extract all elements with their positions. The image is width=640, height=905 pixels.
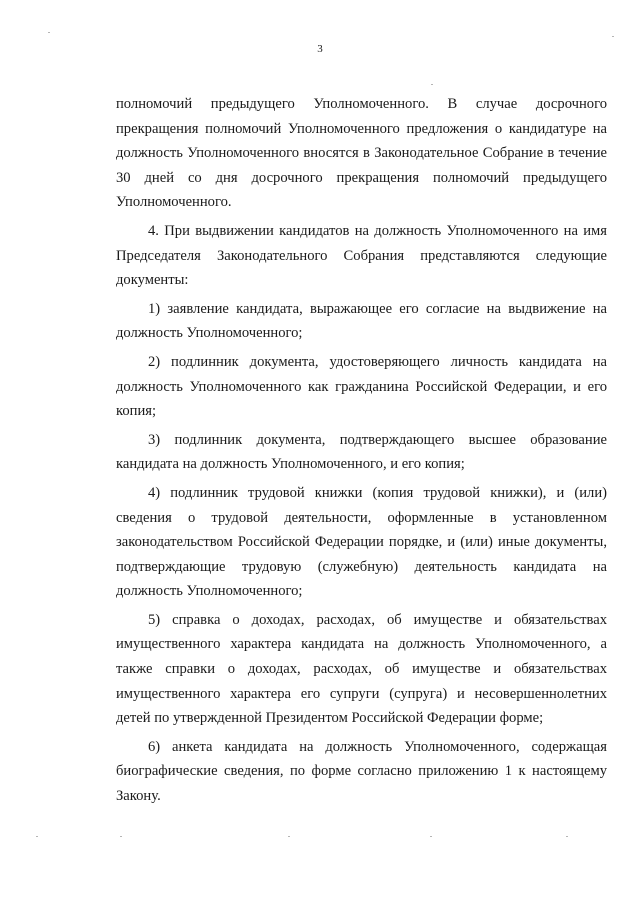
scan-speck — [430, 836, 432, 837]
page-number: 3 — [317, 43, 323, 55]
list-item-5: 5) справка о доходах, расходах, об имуществе и обязательствах имущественного характера кандидата на должность Уполномоченного, а также справки о доходах, расходах, об имуществе и обязательствах имущественного характера его супруги (супруга) и несовершеннолетних детей по утвержденной Президентом Российской Федерации форме; — [116, 611, 607, 727]
scan-speck — [431, 84, 433, 85]
scan-speck — [36, 836, 38, 837]
scan-speck — [566, 836, 568, 837]
scan-speck — [48, 32, 50, 33]
list-item-2: 2) подлинник документа, удостоверяющего личность кандидата на должность Уполномоченного как гражданина Российской Федерации, и его копия; — [116, 353, 607, 420]
list-item-4: 4) подлинник трудовой книжки (копия трудовой книжки), и (или) сведения о трудовой деятельности, оформленные в установленном законодательством Российской Федерации порядке, и (или) иные документы, подтверждающие трудовую (служебную) деятельность кандидата на должность Уполномоченного; — [116, 484, 607, 600]
list-item-1: 1) заявление кандидата, выражающее его согласие на выдвижение на должность Уполномоченного; — [116, 300, 607, 342]
scan-speck — [120, 836, 122, 837]
paragraph-continuation: полномочий предыдущего Уполномоченного. В случае досрочного прекращения полномочий Уполномоченного предложения о кандидатуре на должность Уполномоченного вносятся в Законодательное Собрание в течение 30 дней со дня досрочного прекращения полномочий предыдущего Уполномоченного. — [116, 96, 607, 211]
document-body — [116, 92, 607, 813]
list-item-3: 3) подлинник документа, подтверждающего высшее образование кандидата на должность Уполномоченного, и его копия; — [116, 431, 607, 473]
scan-speck — [612, 36, 614, 37]
scan-speck — [288, 836, 290, 837]
paragraph-clause-4: 4. При выдвижении кандидатов на должность Уполномоченного на имя Председателя Законодательного Собрания представляются следующие документы: — [116, 222, 607, 289]
list-item-6: 6) анкета кандидата на должность Уполномоченного, содержащая биографические сведения, по форме согласно приложению 1 к настоящему Закону. — [116, 738, 607, 805]
